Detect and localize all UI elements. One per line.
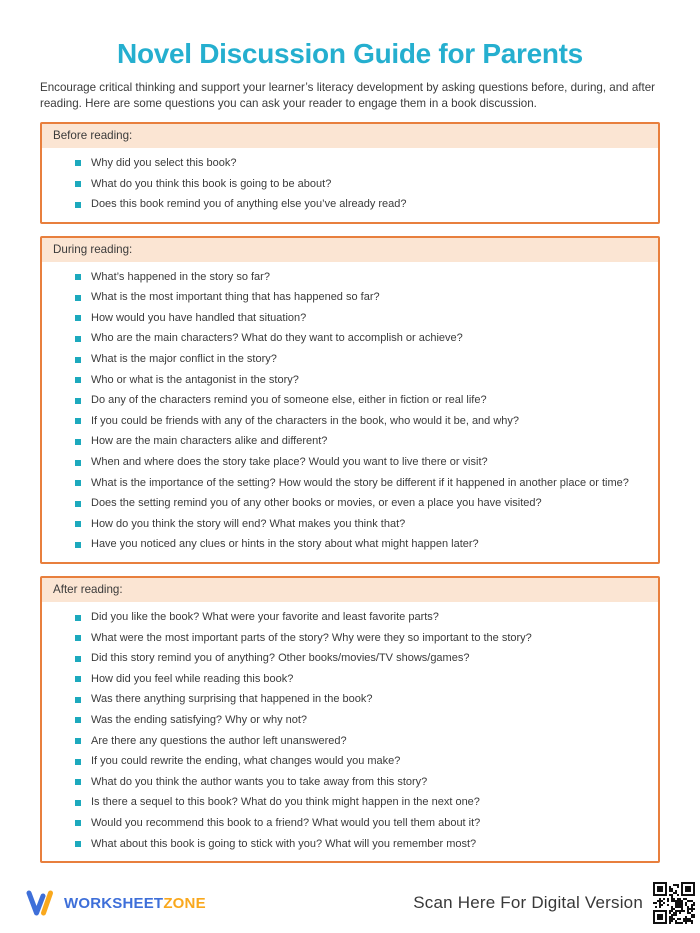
question-item [75, 534, 648, 555]
bullet-square-icon [75, 521, 81, 527]
question-item [75, 628, 648, 649]
bullet-square-icon [75, 800, 81, 806]
section-header: During reading: [42, 238, 658, 262]
bullet-square-icon [75, 501, 81, 507]
question-text: Did this story remind you of anything? Other books/movies/TV shows/games? [91, 652, 470, 665]
question-item [75, 648, 648, 669]
question-item [75, 710, 648, 731]
section-header: After reading: [42, 578, 658, 602]
question-item [75, 514, 648, 535]
question-text: Have you noticed any clues or hints in the story about what might happen later? [91, 538, 479, 551]
question-text: Was there anything surprising that happened in the book? [91, 693, 373, 706]
question-text: How are the main characters alike and different? [91, 435, 328, 448]
question-item [75, 689, 648, 710]
bullet-square-icon [75, 480, 81, 486]
question-item [75, 751, 648, 772]
question-item [75, 411, 648, 432]
question-section [40, 236, 660, 564]
logo-w-icon [26, 888, 58, 918]
question-item [75, 153, 648, 174]
question-item [75, 834, 648, 855]
question-item [75, 493, 648, 514]
bullet-square-icon [75, 717, 81, 723]
question-item [75, 308, 648, 329]
question-text: What were the most important parts of the story? Why were they so important to the story? [91, 631, 532, 644]
question-text: Would you recommend this book to a friend? What would you tell them about it? [91, 816, 481, 829]
question-text: If you could be friends with any of the characters in the book, who would it be, and why? [91, 414, 520, 427]
intro-paragraph: Encourage critical thinking and support your learner’s literacy development by asking questions before, during, and after reading. Here are some questions you can ask your reader to engage them in a book discussion. [40, 81, 656, 111]
question-text: What do you think this book is going to be about? [91, 177, 332, 190]
bullet-square-icon [75, 820, 81, 826]
question-item [75, 452, 648, 473]
bullet-square-icon [75, 697, 81, 703]
bullet-square-icon [75, 160, 81, 166]
question-item [75, 349, 648, 370]
logo-zone-text: ZONE [163, 894, 206, 912]
bullet-square-icon [75, 759, 81, 765]
question-item [75, 813, 648, 834]
sections-container [40, 122, 660, 863]
question-text: What is the most important thing that has happened so far? [91, 291, 380, 304]
question-text: What about this book is going to stick with you? What will you remember most? [91, 837, 477, 850]
question-section [40, 122, 660, 224]
bullet-square-icon [75, 315, 81, 321]
logo-wordmark [64, 895, 206, 912]
bullet-square-icon [75, 779, 81, 785]
question-text: Who or what is the antagonist in the story? [91, 373, 299, 386]
worksheet-page [0, 38, 700, 933]
question-text: What is the importance of the setting? How would the story be different if it happened in another place or time? [91, 476, 629, 489]
question-item [75, 287, 648, 308]
question-text: Are there any questions the author left unanswered? [91, 734, 347, 747]
question-text: How do you think the story will end? What makes you think that? [91, 517, 406, 530]
bullet-square-icon [75, 635, 81, 641]
question-text: When and where does the story take place? Would you want to live there or visit? [91, 456, 488, 469]
question-text: Does this book remind you of anything else you’ve already read? [91, 198, 407, 211]
question-item [75, 370, 648, 391]
question-text: Do any of the characters remind you of someone else, either in fiction or real life? [91, 394, 487, 407]
question-text: Why did you select this book? [91, 156, 237, 169]
logo-worksheet-text: WORKSHEET [64, 894, 164, 912]
bullet-square-icon [75, 274, 81, 280]
question-text: How would you have handled that situation? [91, 311, 307, 324]
bullet-square-icon [75, 542, 81, 548]
section-header: Before reading: [42, 124, 658, 148]
bullet-square-icon [75, 418, 81, 424]
bullet-square-icon [75, 738, 81, 744]
worksheet-zone-logo [26, 888, 206, 918]
question-text: What’s happened in the story so far? [91, 270, 270, 283]
bullet-square-icon [75, 615, 81, 621]
bullet-square-icon [75, 439, 81, 445]
question-item [75, 431, 648, 452]
question-list [42, 153, 658, 215]
question-text: Did you like the book? What were your favorite and least favorite parts? [91, 611, 439, 623]
question-item [75, 731, 648, 752]
question-list [42, 607, 658, 854]
question-text: What is the major conflict in the story? [91, 353, 277, 366]
question-text: Who are the main characters? What do they want to accomplish or achieve? [91, 332, 463, 345]
qr-code-icon [651, 879, 697, 927]
question-item [75, 174, 648, 195]
question-list [42, 267, 658, 555]
bullet-square-icon [75, 841, 81, 847]
question-item [75, 473, 648, 494]
question-item [75, 328, 648, 349]
bullet-square-icon [75, 676, 81, 682]
question-item [75, 194, 648, 215]
question-item [75, 607, 648, 628]
bullet-square-icon [75, 656, 81, 662]
footer [0, 877, 700, 933]
bullet-square-icon [75, 357, 81, 363]
question-text: Does the setting remind you of any other books or movies, or even a place you have visited? [91, 497, 542, 510]
question-text: Is there a sequel to this book? What do you think might happen in the next one? [91, 796, 480, 809]
question-item [75, 792, 648, 813]
scan-label: Scan Here For Digital Version [413, 893, 643, 912]
bullet-square-icon [75, 377, 81, 383]
scan-row [413, 879, 697, 927]
question-item [75, 669, 648, 690]
question-text: How did you feel while reading this book? [91, 672, 294, 685]
question-text: If you could rewrite the ending, what changes would you make? [91, 755, 401, 768]
question-section [40, 576, 660, 863]
question-item [75, 390, 648, 411]
bullet-square-icon [75, 295, 81, 301]
bullet-square-icon [75, 181, 81, 187]
bullet-square-icon [75, 336, 81, 342]
question-text: What do you think the author wants you to take away from this story? [91, 775, 428, 788]
question-text: Was the ending satisfying? Why or why not? [91, 713, 308, 726]
page-title: Novel Discussion Guide for Parents [117, 38, 583, 69]
bullet-square-icon [75, 460, 81, 466]
bullet-square-icon [75, 202, 81, 208]
question-item [75, 267, 648, 288]
question-item [75, 772, 648, 793]
bullet-square-icon [75, 398, 81, 404]
